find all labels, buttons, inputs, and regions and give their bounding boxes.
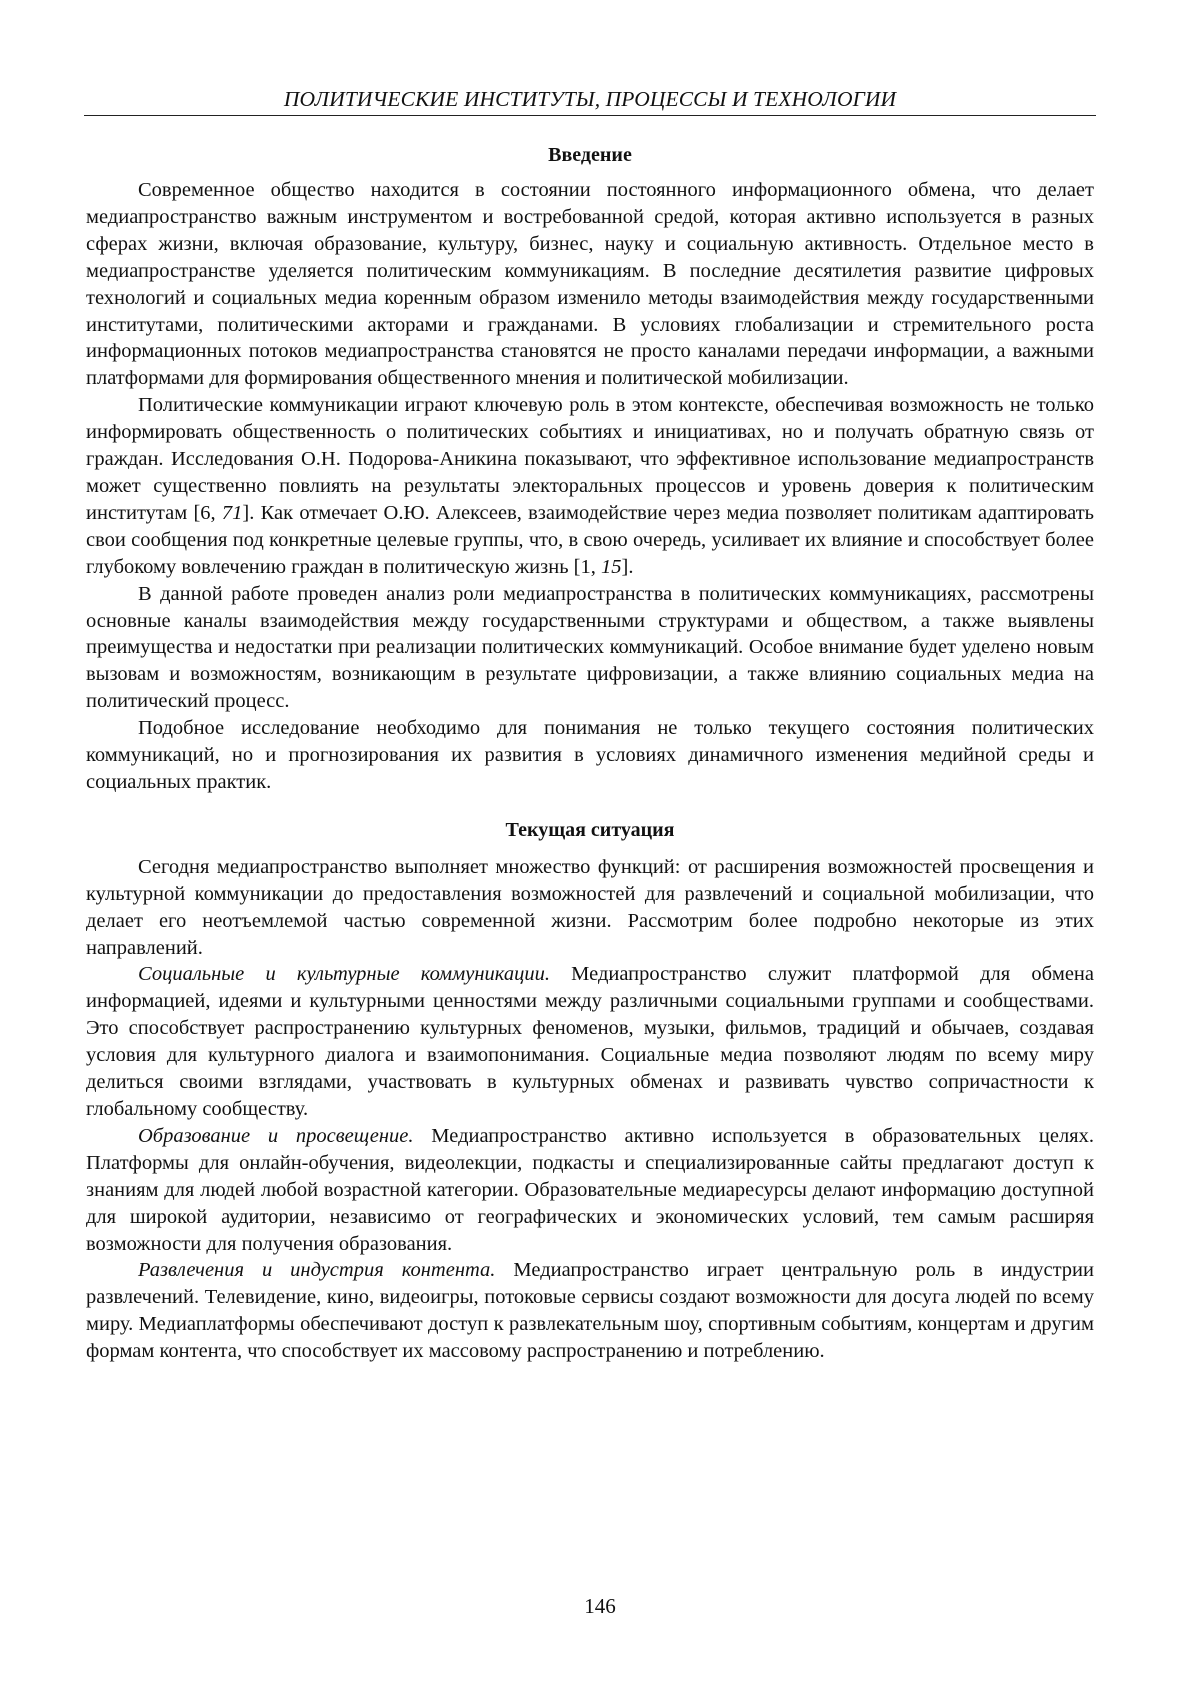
- running-header: ПОЛИТИЧЕСКИЕ ИНСТИТУТЫ, ПРОЦЕССЫ И ТЕХНОЛОГИИ: [84, 82, 1096, 116]
- citation-page: 15: [601, 556, 622, 578]
- paragraph-lead-in: Образование и просвещение.: [138, 1125, 414, 1147]
- paragraph-text: ].: [622, 556, 634, 578]
- section-heading-current-situation: Текущая ситуация: [86, 816, 1094, 844]
- paragraph: [86, 1257, 1094, 1365]
- paragraph-text: Медиапространство играет центральную роль в индустрии развлечений. Телевидение, кино, видеоигры, потоковые сервисы создают возможности для досуга людей по всему миру. Медиаплатформы обеспечивают доступ к развлекательным шоу, спортивным событиям, концертам и другим формам контента, что способствует их массовому распространению и потреблению.: [86, 1259, 1094, 1362]
- article-body: [86, 141, 1094, 1365]
- paragraph-lead-in: Социальные и культурные коммуникации.: [138, 963, 550, 985]
- paragraph: [86, 392, 1094, 580]
- paragraph: Сегодня медиапространство выполняет множество функций: от расширения возможностей просвещения и культурной коммуникации до предоставления возможностей для развлечений и социальной мобилизации, что делает его неотъемлемой частью современной жизни. Рассмотрим более подробно некоторые из этих направлений.: [86, 854, 1094, 962]
- page-number: 146: [0, 1592, 1200, 1620]
- paragraph: В данной работе проведен анализ роли медиапространства в политических коммуникациях, рассмотрены основные каналы взаимодействия между государственными структурами и обществом, а также выявлены преимущества и недостатки при реализации политических коммуникаций. Особое внимание будет уделено новым вызовам и возможностям, возникающим в результате цифровизации, а также влиянию социальных медиа на политический процесс.: [86, 581, 1094, 716]
- citation-page: 71: [222, 502, 243, 524]
- paragraph-text: Медиапространство активно используется в образовательных целях. Платформы для онлайн-обучения, видеолекции, подкасты и специализированные сайты предлагают доступ к знаниям для людей любой возрастной категории. Образовательные медиаресурсы делают информацию доступной для широкой аудитории, независимо от географических и экономических условий, тем самым расширяя возможности для получения образования.: [86, 1125, 1094, 1255]
- section-heading-introduction: Введение: [86, 141, 1094, 169]
- paragraph: Современное общество находится в состоянии постоянного информационного обмена, что делает медиапространство важным инструментом и востребованной средой, которая активно используется в разных сферах жизни, включая образование, культуру, бизнес, науку и социальную активность. Отдельное место в медиапространстве уделяется политическим коммуникациям. В последние десятилетия развитие цифровых технологий и социальных медиа коренным образом изменило методы взаимодействия между государственными институтами, политическими акторами и гражданами. В условиях глобализации и стремительного роста информационных потоков медиапространства становятся не просто каналами передачи информации, а важными платформами для формирования общественного мнения и политической мобилизации.: [86, 177, 1094, 392]
- paragraph: [86, 1123, 1094, 1258]
- paragraph-lead-in: Развлечения и индустрия контента.: [138, 1259, 495, 1281]
- header-rule: [84, 115, 1096, 116]
- document-page: [0, 0, 1200, 1698]
- paragraph: Подобное исследование необходимо для понимания не только текущего состояния политических коммуникаций, но и прогнозирования их развития в условиях динамичного изменения медийной среды и социальных практик.: [86, 715, 1094, 796]
- paragraph-text: Медиапространство служит платформой для обмена информацией, идеями и культурными ценностями между различными социальными группами и сообществами. Это способствует распространению культурных феноменов, музыки, фильмов, традиций и обычаев, создавая условия для культурного диалога и взаимопонимания. Социальные медиа позволяют людям по всему миру делиться своими взглядами, участвовать в культурных обменах и развивать чувство сопричастности к глобальному сообществу.: [86, 963, 1094, 1120]
- paragraph-text: ]. Как отмечает О.Ю. Алексеев, взаимодействие через медиа позволяет политикам адаптировать свои сообщения под конкретные целевые группы, что, в свою очередь, усиливает их влияние и способствует более глубокому вовлечению граждан в политическую жизнь [1,: [86, 502, 1094, 578]
- paragraph-text: Политические коммуникации играют ключевую роль в этом контексте, обеспечивая возможность не только информировать общественность о политических событиях и инициативах, но и получать обратную связь от граждан. Исследования О.Н. Подорова-Аникина показывают, что эффективное использование медиапространств может существенно повлиять на результаты электоральных процессов и уровень доверия к политическим институтам [6,: [86, 394, 1094, 524]
- paragraph: [86, 961, 1094, 1122]
